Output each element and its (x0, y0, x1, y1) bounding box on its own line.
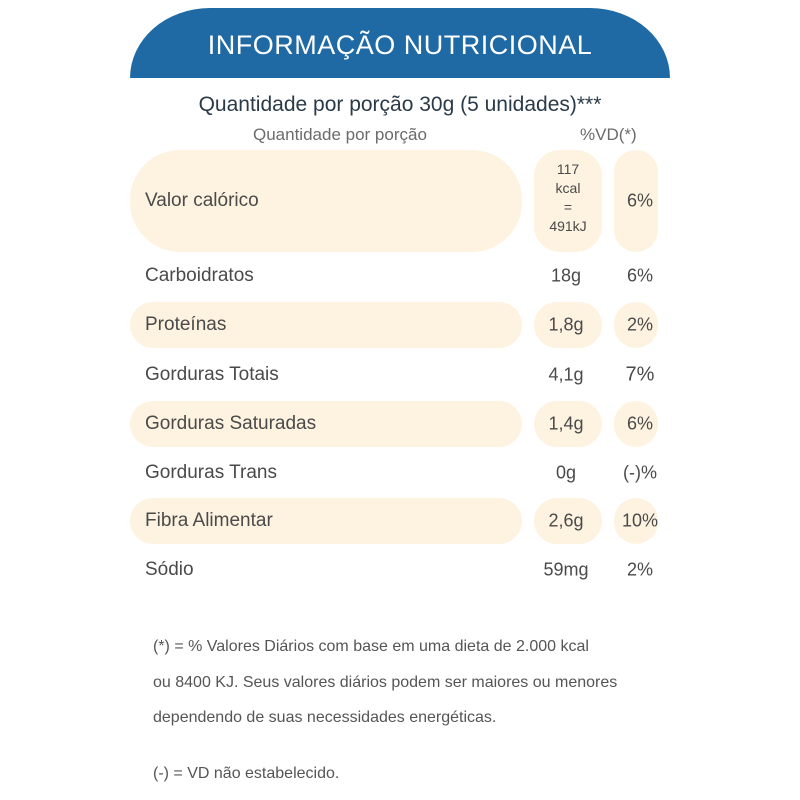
serving-title: Quantidade por porção 30g (5 unidades)*** (198, 93, 602, 116)
nutrient-vd: 10% (621, 510, 659, 531)
footnote-line: ou 8400 KJ. Seus valores diários podem ser maiores ou menores (153, 674, 618, 691)
calorie-label: Valor calórico (145, 190, 259, 211)
header-title: INFORMAÇÃO NUTRICIONAL (207, 29, 593, 60)
calorie-kcal-value: 117 (556, 161, 580, 177)
column-header-vd: %VD(*) (580, 125, 637, 144)
nutrient-label-proteinas: Proteínas (145, 314, 227, 335)
calorie-kj: 491kJ (549, 218, 587, 234)
nutrient-label-carboidratos: Carboidratos (145, 265, 254, 286)
nutrient-label-sodio: Sódio (145, 559, 194, 580)
footnote-line: (*) = % Valores Diários com base em uma dieta de 2.000 kcal (153, 638, 589, 655)
nutrient-vd: 6% (626, 265, 653, 286)
nutrient-label-fibra-alimentar: Fibra Alimentar (145, 510, 273, 531)
nutrient-amount: 2,6g (548, 510, 584, 531)
nutrient-amount: 18g (550, 265, 582, 286)
nutrient-amount: 0g (555, 462, 577, 483)
nutrient-amount: 1,4g (548, 413, 584, 434)
nutrient-label-gorduras-saturadas: Gorduras Saturadas (145, 413, 317, 434)
nutrient-vd: 2% (626, 314, 653, 335)
nutrient-label-gorduras-totais: Gorduras Totais (145, 364, 279, 385)
nutrient-amount: 4,1g (548, 364, 584, 385)
nutrient-amount: 59mg (543, 559, 589, 580)
column-header-quantity: Quantidade por porção (253, 125, 427, 144)
calorie-vd: 6% (626, 190, 653, 211)
calorie-amount (540, 160, 596, 236)
nutrient-vd: 7% (625, 363, 655, 386)
nutrient-vd: 6% (626, 413, 653, 434)
nutrient-label-gorduras-trans: Gorduras Trans (145, 462, 277, 483)
nutrition-header (130, 8, 670, 78)
nutrient-vd: 2% (626, 559, 653, 580)
footnote-vd-not-established: (-) = VD não estabelecido. (153, 765, 340, 782)
nutrient-vd: (-)% (623, 462, 657, 483)
calorie-equals: = (563, 199, 573, 215)
calorie-kcal-unit: kcal (555, 180, 581, 196)
footnote-line: dependendo de suas necessidades energéticas. (153, 709, 497, 726)
nutrient-amount: 1,8g (548, 314, 584, 335)
